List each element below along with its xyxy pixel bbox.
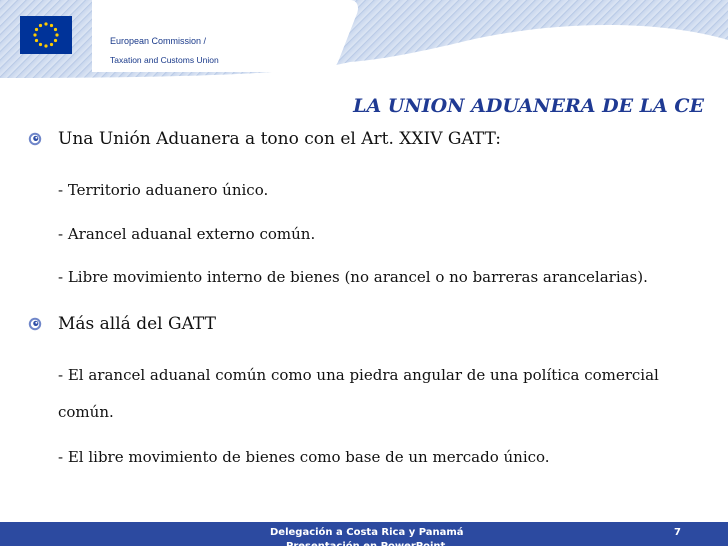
sub-item: - Arancel aduanal externo común.	[58, 225, 316, 243]
bullet-item	[28, 129, 501, 149]
slide-title: LA UNION ADUANERA DE LA CE	[353, 95, 704, 117]
org-department: Taxation and Customs Union	[110, 55, 219, 65]
sub-item: - Libre movimiento interno de bienes (no arancel o no barreras arancelarias).	[58, 268, 648, 286]
swirl-bullet-icon	[28, 132, 42, 146]
sub-item: - Territorio aduanero único.	[58, 181, 269, 199]
page-number: 7	[674, 527, 681, 538]
sub-item: - El libre movimiento de bienes como base de un mercado único.	[58, 448, 550, 466]
footer-bar	[0, 522, 728, 552]
bullet-text: Una Unión Aduanera a tono con el Art. XXIV GATT:	[58, 129, 501, 149]
footer-presentation: Presentación en PowerPoint	[286, 541, 446, 552]
bullet-item	[28, 314, 216, 334]
footer-delegation: Delegación a Costa Rica y Panamá	[270, 527, 464, 538]
swirl-bullet-icon	[28, 317, 42, 331]
sub-item: común.	[58, 403, 114, 421]
org-name: European Commission /	[110, 36, 207, 46]
sub-item: - El arancel aduanal común como una piedra angular de una política comercial	[58, 366, 659, 384]
bullet-text: Más allá del GATT	[58, 314, 216, 334]
